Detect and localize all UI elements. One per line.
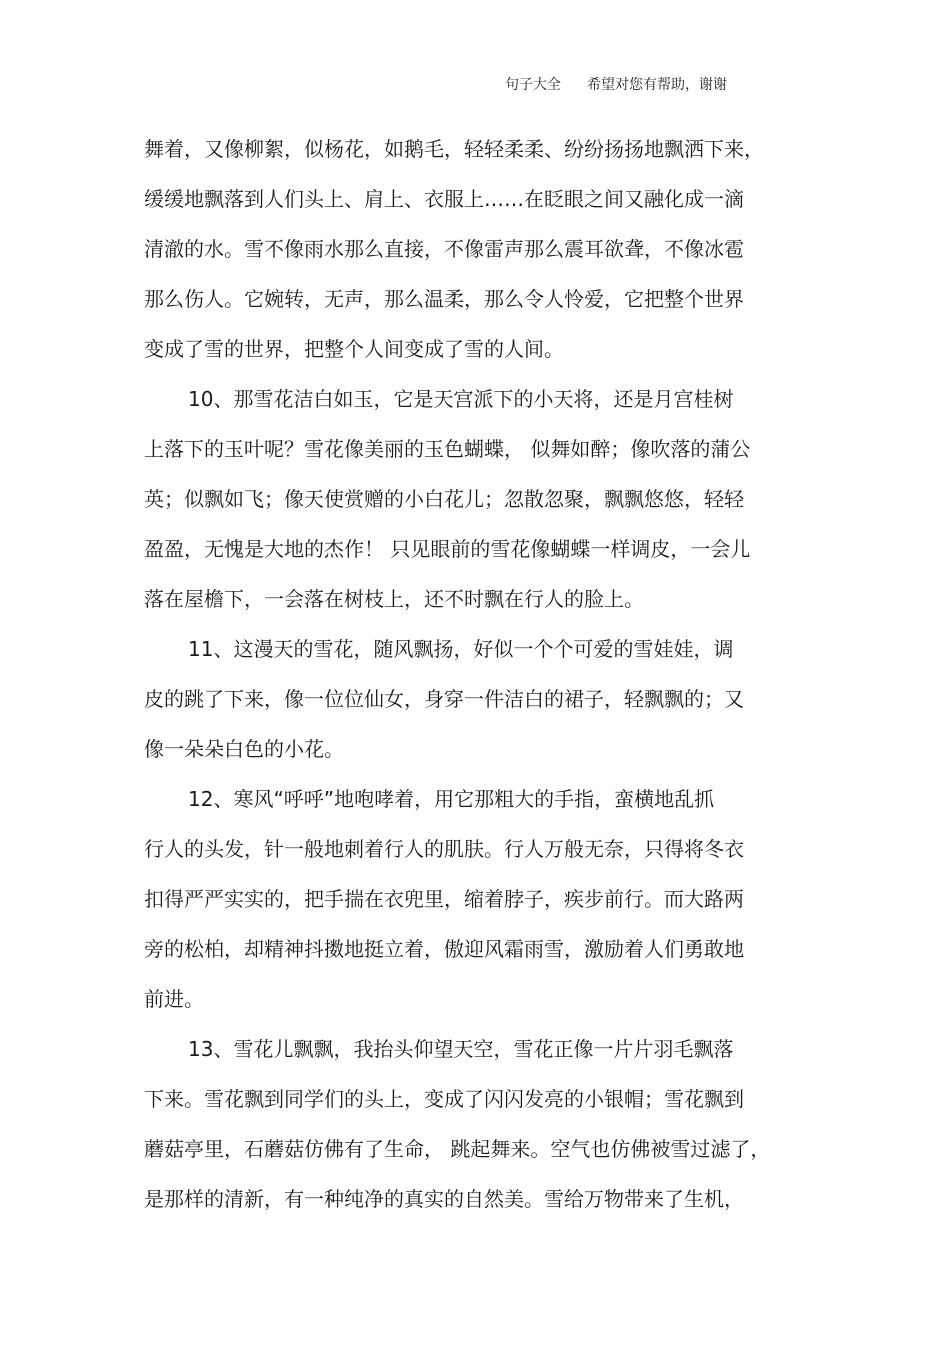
paragraph: [144, 374, 824, 624]
text-line: 英；似飘如飞；像天使赏赠的小白花儿；忽散忽聚，飘飘悠悠，轻轻: [144, 487, 744, 511]
text-line: 清澈的水。雪不像雨水那么直接，不像雷声那么震耳欲聋，不像冰雹: [144, 237, 744, 261]
text-line: 下来。雪花飘到同学们的头上，变成了闪闪发亮的小银帽；雪花飘到: [144, 1087, 744, 1111]
text-line: 10、那雪花洁白如玉，它是天宫派下的小天将，还是月宫桂树: [188, 387, 734, 411]
text-line: 行人的头发，针一般地刺着行人的肌肤。行人万般无奈，只得将冬衣: [144, 837, 744, 861]
page-header: [505, 74, 727, 94]
text-line: 像一朵朵白色的小花。: [144, 737, 344, 761]
text-line: 13、雪花儿飘飘，我抬头仰望天空，雪花正像一片片羽毛飘落: [188, 1037, 734, 1061]
text-line: 变成了雪的世界，把整个人间变成了雪的人间。: [144, 337, 564, 361]
text-line: 旁的松柏，却精神抖擞地挺立着，傲迎风霜雨雪，激励着人们勇敢地: [144, 937, 744, 961]
text-line: 前进。: [144, 987, 204, 1011]
text-line: 盈盈，无愧是大地的杰作！ 只见眼前的雪花像蝴蝶一样调皮，一会儿: [144, 537, 751, 561]
document-body: [144, 124, 824, 1224]
text-line: 是那样的清新，有一种纯净的真实的自然美。雪给万物带来了生机，: [144, 1187, 744, 1211]
text-line: 上落下的玉叶呢？雪花像美丽的玉色蝴蝶， 似舞如醉；像吹落的蒲公: [144, 437, 751, 461]
text-line: 舞着，又像柳絮，似杨花，如鹅毛，轻轻柔柔、纷纷扬扬地飘洒下来，: [144, 137, 764, 161]
text-line: 落在屋檐下，一会落在树枝上，还不时飘在行人的脸上。: [144, 587, 644, 611]
paragraph: [144, 124, 824, 374]
header-title: 句子大全: [505, 77, 561, 93]
text-line: 缓缓地飘落到人们头上、肩上、衣服上……在眨眼之间又融化成一滴: [144, 187, 744, 211]
text-line: 12、寒风“呼呼”地咆哮着，用它那粗大的手指，蛮横地乱抓: [188, 787, 715, 811]
paragraph: [144, 624, 824, 774]
header-note: 希望对您有帮助，谢谢: [587, 77, 727, 93]
text-line: 皮的跳了下来，像一位位仙女，身穿一件洁白的裙子，轻飘飘的；又: [144, 687, 744, 711]
paragraph: [144, 774, 824, 1024]
paragraph: [144, 1024, 824, 1224]
text-line: 扣得严严实实的，把手揣在衣兜里，缩着脖子，疾步前行。而大路两: [144, 887, 744, 911]
text-line: 蘑菇亭里，石蘑菇仿佛有了生命， 跳起舞来。空气也仿佛被雪过滤了，: [144, 1137, 771, 1161]
text-line: 那么伤人。它婉转，无声，那么温柔，那么令人怜爱，它把整个世界: [144, 287, 744, 311]
text-line: 11、这漫天的雪花，随风飘扬，好似一个个可爱的雪娃娃，调: [188, 637, 734, 661]
